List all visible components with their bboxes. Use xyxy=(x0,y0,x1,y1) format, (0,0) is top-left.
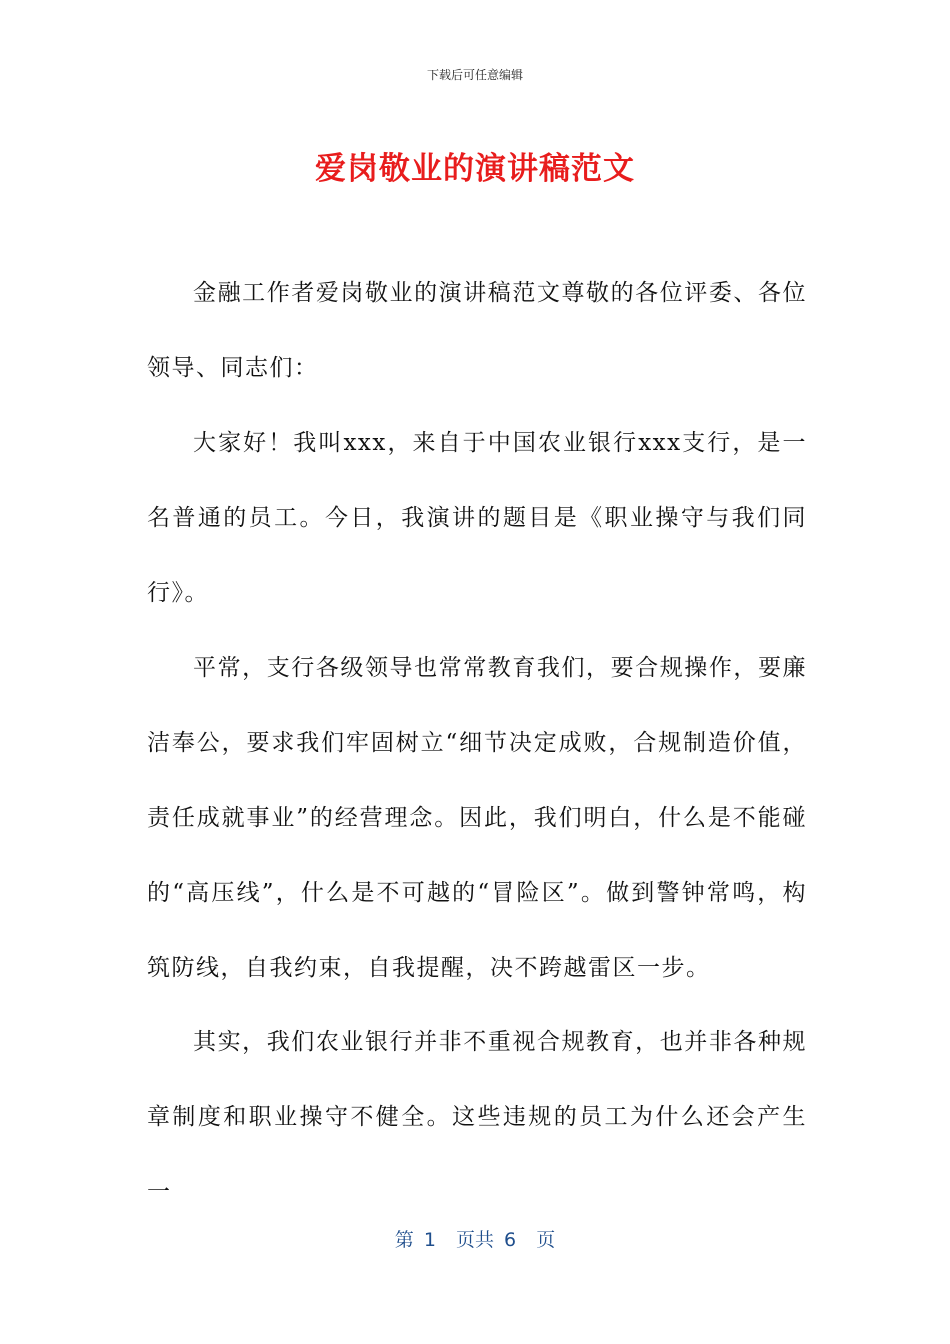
paragraph-question xyxy=(147,1005,807,1230)
document-title: 爱岗敬业的演讲稿范文 xyxy=(315,151,635,187)
paragraph-text: 其实，我们农业银行并非不重视合规教育，也并非各种规章制度和职业操守不健全。这些违规的员工为什么还会产生一 xyxy=(147,1029,807,1205)
page-number-footer: 第 1 页共 6 页 xyxy=(394,1229,556,1251)
paragraph-text: 大家好！我叫xxx，来自于中国农业银行xxx支行，是一名普通的员工。今日，我演讲的题目是《职业操守与我们同行》。 xyxy=(147,430,807,606)
header-note: 下载后可任意编辑 xyxy=(426,68,523,82)
paragraph-text: 平常，支行各级领导也常常教育我们，要合规操作，要廉洁奉公，要求我们牢固树立“细节决定成败，合规制造价值，责任成就事业”的经营理念。因此，我们明白，什么是不能碰的“高压线”，什么是不可越的“冒险区”。做到警钟常鸣，构筑防线，自我约束，自我提醒，决不跨越雷区一步。 xyxy=(147,655,807,981)
paragraph-text: 金融工作者爱岗敬业的演讲稿范文尊敬的各位评委、各位领导、同志们： xyxy=(147,280,807,381)
paragraph-compliance xyxy=(147,631,807,1006)
paragraph-greeting xyxy=(147,256,807,406)
paragraph-introduction xyxy=(147,406,807,631)
